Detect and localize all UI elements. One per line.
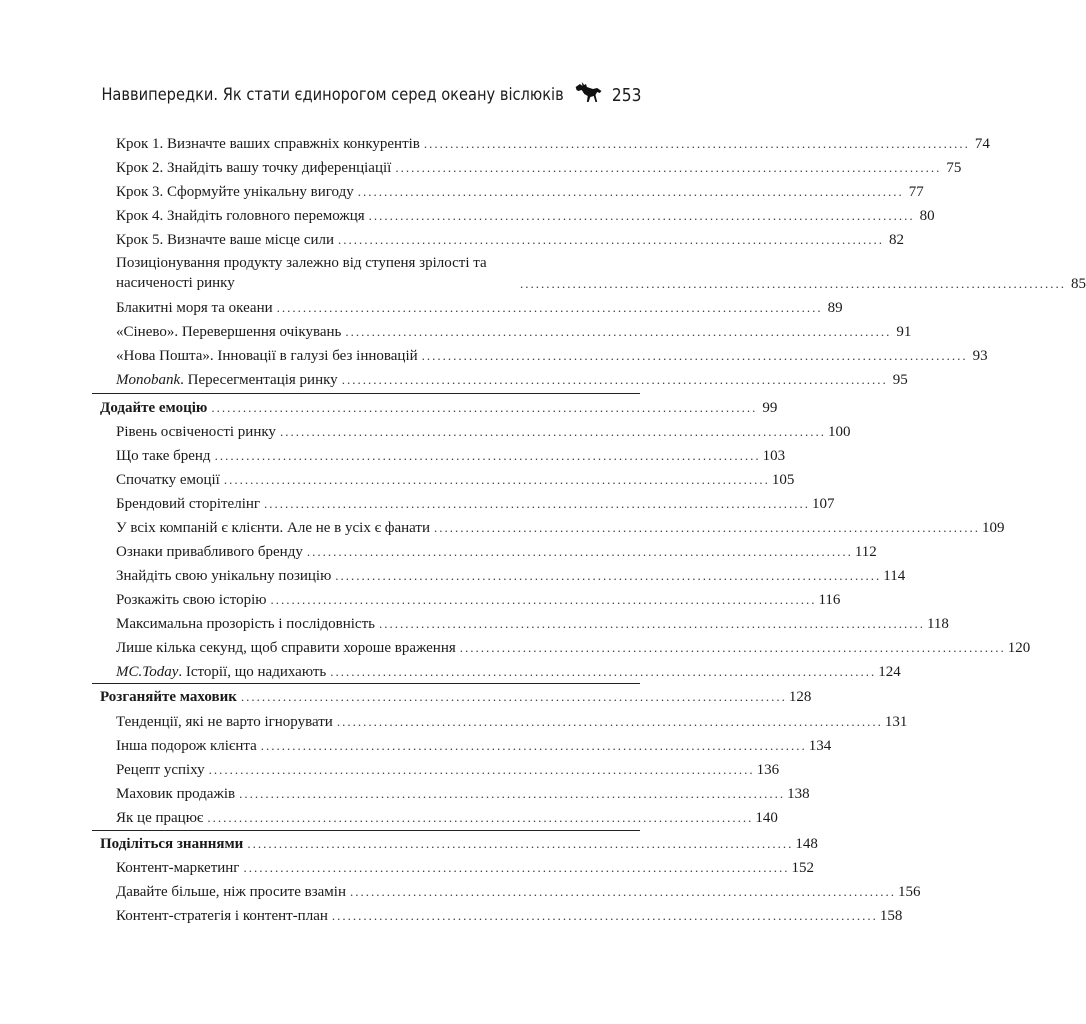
- entry-title: Розкажіть свою історію: [116, 592, 267, 608]
- running-header: [52, 80, 691, 110]
- toc-entry-content-strategy: [116, 905, 903, 925]
- toc-entry-few-seconds: [116, 637, 1031, 657]
- entry-page: 128: [788, 689, 812, 705]
- dot-leader: ........................................................................................................: [239, 786, 786, 801]
- dot-leader: ........................................................................................................: [349, 884, 896, 899]
- entry-page: 124: [878, 664, 901, 680]
- dot-leader: ........................................................................................................: [279, 424, 826, 439]
- entry-title: Позиціонування продукту залежно від ступеня зрілості та насиченості ринку: [116, 255, 487, 291]
- page-number: 253: [611, 84, 642, 106]
- toc-entry-storytelling: [116, 493, 835, 513]
- section-title: Розганяйте маховик: [100, 689, 237, 705]
- entry-title: [116, 371, 338, 389]
- toc-entry-give-more: [116, 881, 921, 901]
- entry-page: 75: [946, 160, 962, 176]
- entry-page: 118: [926, 616, 949, 632]
- entry-title: Контент-маркетинг: [116, 860, 240, 876]
- entry-page: 89: [827, 300, 843, 316]
- toc-entry-fans: [116, 517, 1005, 537]
- toc-entry-step-3: [116, 181, 924, 201]
- toc-entry-step-5: [116, 229, 905, 249]
- entry-page: 131: [884, 714, 908, 730]
- dot-leader: ........................................................................................................: [264, 496, 811, 511]
- dot-leader: ........................................................................................................: [276, 300, 823, 315]
- entry-page: 105: [771, 472, 795, 488]
- toc-entry-your-story: [116, 589, 841, 609]
- dot-leader: ........................................................................................................: [368, 208, 915, 223]
- dot-leader: ........................................................................................................: [330, 664, 877, 679]
- dot-leader: ........................................................................................................: [434, 520, 981, 535]
- toc-entry-content-marketing: [116, 857, 814, 877]
- entry-title: Крок 3. Сформуйте унікальну вигоду: [116, 184, 354, 200]
- entry-title: [116, 663, 326, 681]
- entry-title: Крок 5. Визначте ваше місце сили: [116, 232, 335, 248]
- toc-entry-monobank: [116, 369, 908, 389]
- entry-page: 152: [791, 860, 814, 876]
- toc-entry-sales-flywheel: [116, 783, 810, 803]
- entry-title: Спочатку емоції: [116, 472, 220, 488]
- toc-section-share-knowledge: [100, 833, 818, 853]
- entry-title: «Нова Пошта». Інновації в галузі без інновацій: [116, 348, 418, 364]
- entry-page: 99: [762, 400, 778, 416]
- dot-leader: ........................................................................................................: [345, 324, 892, 339]
- toc-entry-step-2: [116, 157, 962, 177]
- toc-entry-blue-seas: [116, 297, 843, 317]
- toc-entry-transparency: [116, 613, 949, 633]
- entry-title: Давайте більше, ніж просите взамін: [116, 884, 346, 900]
- entry-title: Тенденції, які не варто ігнорувати: [116, 714, 333, 730]
- entry-page: 116: [818, 592, 841, 608]
- section-divider: [92, 393, 640, 394]
- toc-entry-step-1: [116, 133, 990, 153]
- entry-page: 134: [808, 738, 832, 754]
- entry-page: 109: [982, 520, 1005, 536]
- dot-leader: ........................................................................................................: [247, 836, 794, 851]
- section-divider: [92, 830, 640, 831]
- dot-leader: ........................................................................................................: [423, 136, 970, 151]
- toc-section-flywheel: [100, 686, 812, 706]
- dot-leader: ........................................................................................................: [395, 160, 942, 175]
- dot-leader: ........................................................................................................: [211, 400, 758, 415]
- toc-entry-positioning: [116, 253, 1086, 293]
- entry-title: Рецепт успіху: [116, 762, 205, 778]
- entry-page: 85: [1071, 276, 1086, 292]
- toc-entry-recipe: [116, 759, 780, 779]
- header-title: Наввипередки. Як стати єдинорогом серед океану віслюків: [101, 85, 564, 105]
- entry-title-italic: MC.Today: [116, 664, 179, 680]
- dot-leader: ........................................................................................................: [240, 689, 787, 704]
- entry-title: Крок 2. Знайдіть вашу точку диференціації: [116, 160, 392, 176]
- toc-section-add-emotion: [100, 397, 778, 417]
- entry-title: Ознаки привабливого бренду: [116, 544, 303, 560]
- entry-page: 80: [919, 208, 935, 224]
- entry-title: Знайдіть свою унікальну позицію: [116, 568, 332, 584]
- entry-title: Що таке бренд: [116, 448, 211, 464]
- entry-title: Блакитні моря та океани: [116, 300, 273, 316]
- entry-page: 112: [854, 544, 877, 560]
- entry-title: Контент-стратегія і контент-план: [116, 908, 328, 924]
- toc-entry-mc-today: [116, 661, 901, 681]
- dot-leader: ........................................................................................................: [243, 860, 790, 875]
- dot-leader: ........................................................................................................: [335, 568, 882, 583]
- dot-leader: ........................................................................................................: [459, 640, 1006, 655]
- entry-title: Як це працює: [116, 810, 204, 826]
- entry-page: 138: [787, 786, 810, 802]
- entry-page: 95: [892, 372, 908, 388]
- entry-page: 82: [889, 232, 905, 248]
- entry-title: Крок 1. Визначте ваших справжніх конкурентів: [116, 136, 420, 152]
- section-divider: [92, 683, 640, 684]
- entry-title-italic: Monobank: [116, 372, 181, 388]
- toc-entry-trends: [116, 711, 908, 731]
- dot-leader: ........................................................................................................: [214, 448, 761, 463]
- entry-page: 100: [827, 424, 851, 440]
- toc-entry-unique-position: [116, 565, 906, 585]
- dot-leader: ........................................................................................................: [338, 232, 885, 247]
- dot-leader: ........................................................................................................: [336, 714, 883, 729]
- entry-title: «Сінево». Перевершення очікувань: [116, 324, 342, 340]
- entry-title: Максимальна прозорість і послідовність: [116, 616, 375, 632]
- entry-page: 114: [883, 568, 906, 584]
- dot-leader: ........................................................................................................: [260, 738, 807, 753]
- toc-entry-what-is-brand: [116, 445, 786, 465]
- entry-title-rest: . Пересегментація ринку: [180, 372, 338, 388]
- entry-page: 158: [879, 908, 903, 924]
- dot-leader: ........................................................................................................: [270, 592, 817, 607]
- dot-leader: ........................................................................................................: [341, 372, 888, 387]
- dot-leader: ........................................................................................................: [306, 544, 853, 559]
- dot-leader: ........................................................................................................: [208, 762, 755, 777]
- entry-page: 107: [812, 496, 835, 512]
- entry-title: Крок 4. Знайдіть головного переможця: [116, 208, 365, 224]
- entry-page: 74: [974, 136, 990, 152]
- entry-page: 91: [896, 324, 912, 340]
- unicorn-icon: [574, 81, 603, 110]
- dot-leader: ........................................................................................................: [378, 616, 925, 631]
- entry-page: 120: [1007, 640, 1031, 656]
- toc-entry-customer-journey: [116, 735, 832, 755]
- entry-title: Брендовий сторітелінг: [116, 496, 261, 512]
- dot-leader: ........................................................................................................: [207, 810, 754, 825]
- dot-leader: ........................................................................................................: [421, 348, 968, 363]
- entry-page: 103: [762, 448, 786, 464]
- toc-entry-how-it-works: [116, 807, 778, 827]
- dot-leader: ........................................................................................................: [223, 472, 770, 487]
- section-title: Поділіться знаннями: [100, 836, 244, 852]
- dot-leader: ........................................................................................................: [357, 184, 904, 199]
- section-title: Додайте емоцію: [100, 400, 208, 416]
- entry-title-rest: . Історії, що надихають: [178, 664, 327, 680]
- toc-entry-sinevo: [116, 321, 912, 341]
- entry-page: 93: [972, 348, 988, 364]
- entry-page: 136: [756, 762, 780, 778]
- toc-entry-step-4: [116, 205, 935, 225]
- entry-page: 77: [908, 184, 924, 200]
- entry-title: Рівень освіченості ринку: [116, 424, 276, 440]
- entry-title: Маховик продажів: [116, 786, 236, 802]
- entry-page: 148: [795, 836, 818, 852]
- entry-title: Інша подорож клієнта: [116, 738, 257, 754]
- toc-entry-attractive-brand: [116, 541, 877, 561]
- dot-leader: ........................................................................................................: [331, 908, 878, 923]
- toc-entry-market-literacy: [116, 421, 851, 441]
- dot-leader: ........................................................................................................: [520, 276, 1066, 291]
- entry-page: 156: [897, 884, 921, 900]
- toc-entry-nova-poshta: [116, 345, 988, 365]
- toc-entry-emotions-first: [116, 469, 795, 489]
- entry-page: 140: [755, 810, 778, 826]
- entry-title: Лише кілька секунд, щоб справити хороше враження: [116, 640, 456, 656]
- entry-title: У всіх компаній є клієнти. Але не в усіх є фанати: [116, 520, 431, 536]
